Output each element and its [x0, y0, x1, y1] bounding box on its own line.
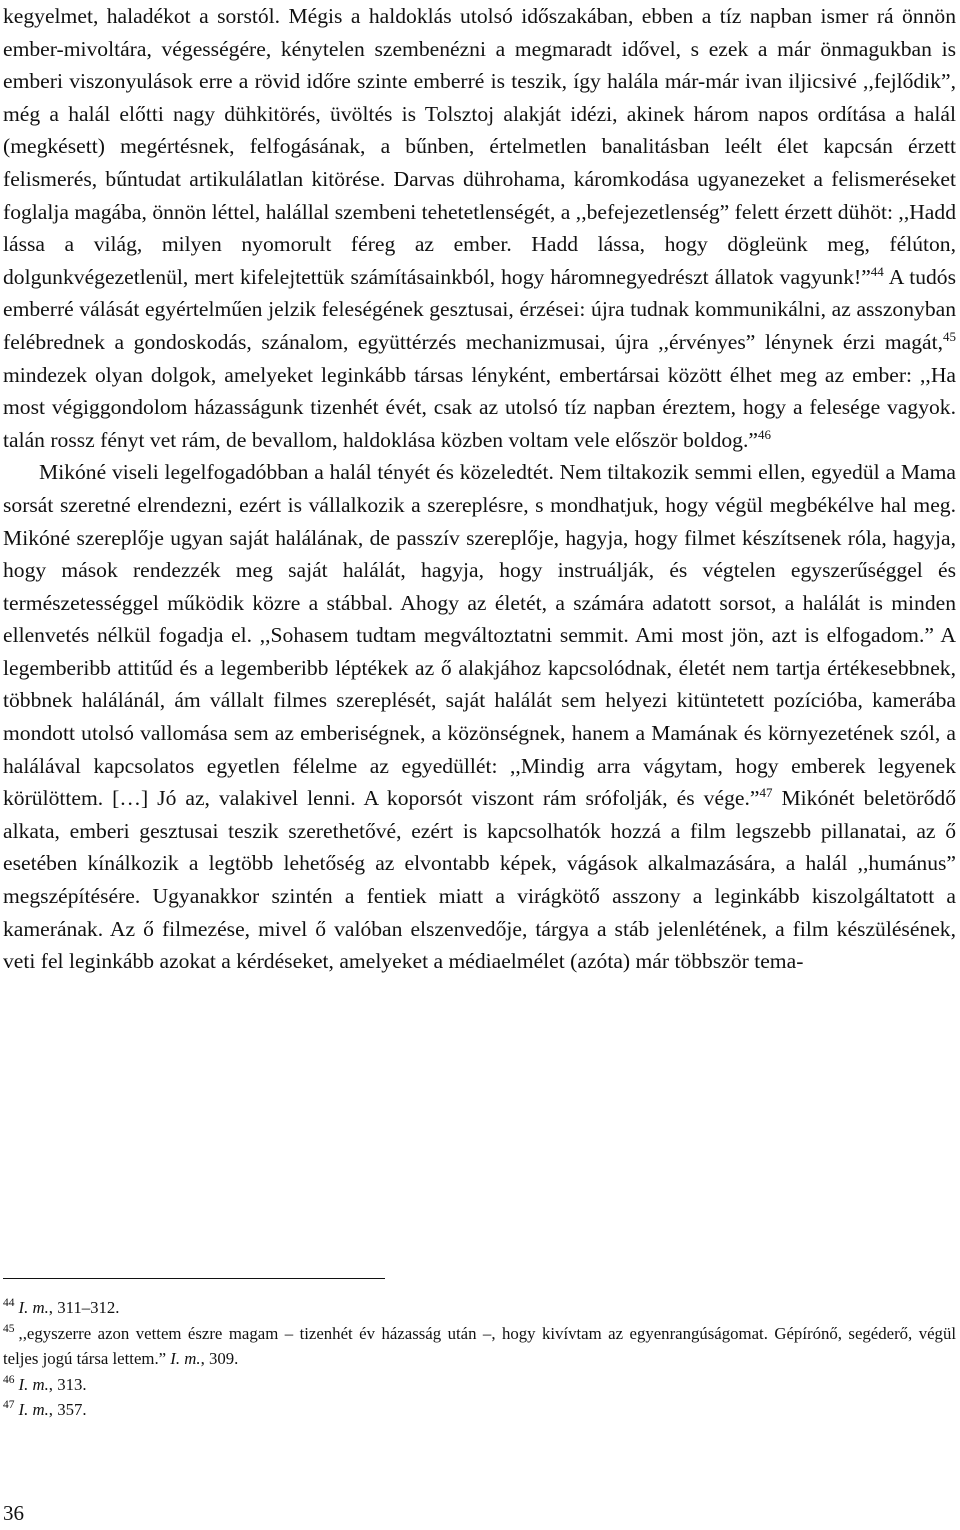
footnote	[3, 1295, 956, 1321]
footnote-number: 46	[3, 1373, 15, 1386]
text-run: , 311–312.	[48, 1298, 120, 1317]
page-number: 36	[3, 1501, 24, 1525]
footnote-reference: 44	[870, 263, 884, 279]
footnote-reference: 46	[757, 426, 771, 442]
page	[3, 0, 956, 978]
footnote-separator	[3, 1278, 385, 1279]
footnote-number: 47	[3, 1399, 15, 1412]
text-run: , 309.	[200, 1349, 239, 1368]
italic-text: I. m.	[18, 1298, 49, 1317]
text-run: Mikóné viseli legelfogadóbban a halál tényét és közeledtét. Nem tiltakozik semmi ellen, egyedül a Mama sorsát szeretné elrendezni, ezért is vállalkozik a szereplésre, s mondhatjuk, hogy végül megbékélve hal meg. Mikóné szereplője ugyan saját halálának, de passzív szereplője, hagyja, hogy filmet készítsenek róla, hagyja, hogy mások rendezzék meg saját halálát, hagyja, hogy instruálják, és végtelen egyszerűséggel és természetességgel működik közre a stábbal. Ahogy az életét, a számára adatott sorsot, a halálát is minden ellenvetés nélkül fogadja el. ,,Sohasem tudtam megváltoztatni semmit. Ami most jön, azt is elfogadom.” A legemberibb attitűd és a legemberibb léptékek az ő alakjához kapcsolódnak, életét nem tartja értékesebbnek, többnek halálánál, ám vállalt filmes szereplését, saját halálát sem helyezi kitüntetett pozícióba, kamerába mondott utolsó vallomása sem az emberiségnek, a közönségnek, hanem a Mamának és környezetének szól, a halálával kapcsolatos egyetlen félelme az egyedüllét: ,,Mindig arra vágytam, hogy emberek legyenek körülöttem. […] Jó az, valakivel lenni. A koporsót viszont rám srófolják, és vége.”	[3, 460, 956, 811]
text-run: , 313.	[48, 1374, 87, 1394]
text-run: A tudós emberré válását egyértelműen jelzik feleségének gesztusai, érzései: újra tudnak kommunikálni, az asszonyban felébrednek a gondoskodás, szánalom, együttérzés mechanizmusai, újra ,,érvényes” lénynek érzi magát,	[3, 264, 957, 354]
text-run: mindezek olyan dolgok, amelyeket leginkább társas lényként, embertársai között élhet meg az ember: ,,Ha most végiggondolom házasságunk tizenhét évét, csak az utolsó tíz napban éreztem, hogy a felesége vagyok. talán rossz fényt vet rám, de bevallom, haldoklása közben voltam vele először boldog.”	[3, 362, 956, 452]
text-run: , 357.	[48, 1400, 87, 1419]
footnote	[3, 1321, 956, 1372]
footnote-reference: 45	[943, 328, 956, 344]
footnote-number: 45	[3, 1322, 15, 1335]
paragraph-2	[3, 460, 956, 973]
italic-text: I. m.	[18, 1374, 49, 1394]
body-text	[3, 0, 956, 978]
footnotes	[3, 1295, 956, 1423]
footnote-number: 44	[3, 1297, 15, 1310]
italic-text: I. m.	[170, 1349, 201, 1368]
footnote	[3, 1397, 956, 1423]
text-run: Mikónét beletörődő alkata, emberi gesztusai teszik szerethetővé, ezért is kapcsolhatók hozzá a film legszebb pillanatai, az ő esetében kínálkozik a legtöbb lehetőség az elvontabb képek, vágások alkalmazására, a halál ,,humánus” megszépítésére. Ugyanakkor szintén a fentiek miatt a virágkötő asszony a leginkább kiszolgáltatott a kamerának. Az ő filmezése, mivel ő valóban elszenvedője, tárgya a stáb jelenlétének, a film készülésének, veti fel leginkább azokat a kérdéseket, amelyeket a médiaelmélet (azóta) már többször tema-	[3, 786, 956, 974]
text-run: ,,egyszerre azon vettem észre magam – tizenhét év házasság után –, hogy kivívtam az egyenrangúságomat. Gépírónő, segéderő, végül teljes jogú társa lettem.”	[3, 1323, 956, 1368]
text-run: kegyelmet, haladékot a sorstól. Mégis a haldoklás utolsó időszakában, ebben a tíz napban ismer rá önnön ember-mivoltára, végességére, kénytelen szembenézni a megmaradt idővel, s ezek a már önmagukban is emberi viszonyulások erre a rövid időre szinte emberré is teszik, így halála már-már ivan iljicsivé ,,fejlődik”, még a halál előtti nagy dühkitörés, üvöltés is Tolsztoj alakját idézi, akinek három napos ordítása a halál (megkésett) megértésnek, felfogásának, a bűnben, értelmetlen banalitásban leélt élet kapcsán érzett felismerés, bűntudat artikulálatlan kitörése. Darvas dührohama, káromkodása ugyanezeket a felismeréseket foglalja magába, önnön léttel, halállal szembeni tehetetlenségét, a ,,befejezetlenség” felett érzett dühöt: ,,Hadd lássa a világ, milyen nyomorult féreg az ember. Hadd lássa, hogy dögleünk meg, félúton, dolgunkvégezetlenül, mert kifelejtettük számításainkból, hogy háromnegyedrészt állatok vagyunk!”	[3, 4, 956, 289]
paragraph-1	[3, 4, 956, 452]
footnote-reference: 47	[759, 785, 773, 801]
italic-text: I. m.	[18, 1400, 49, 1419]
footnote	[3, 1372, 956, 1398]
